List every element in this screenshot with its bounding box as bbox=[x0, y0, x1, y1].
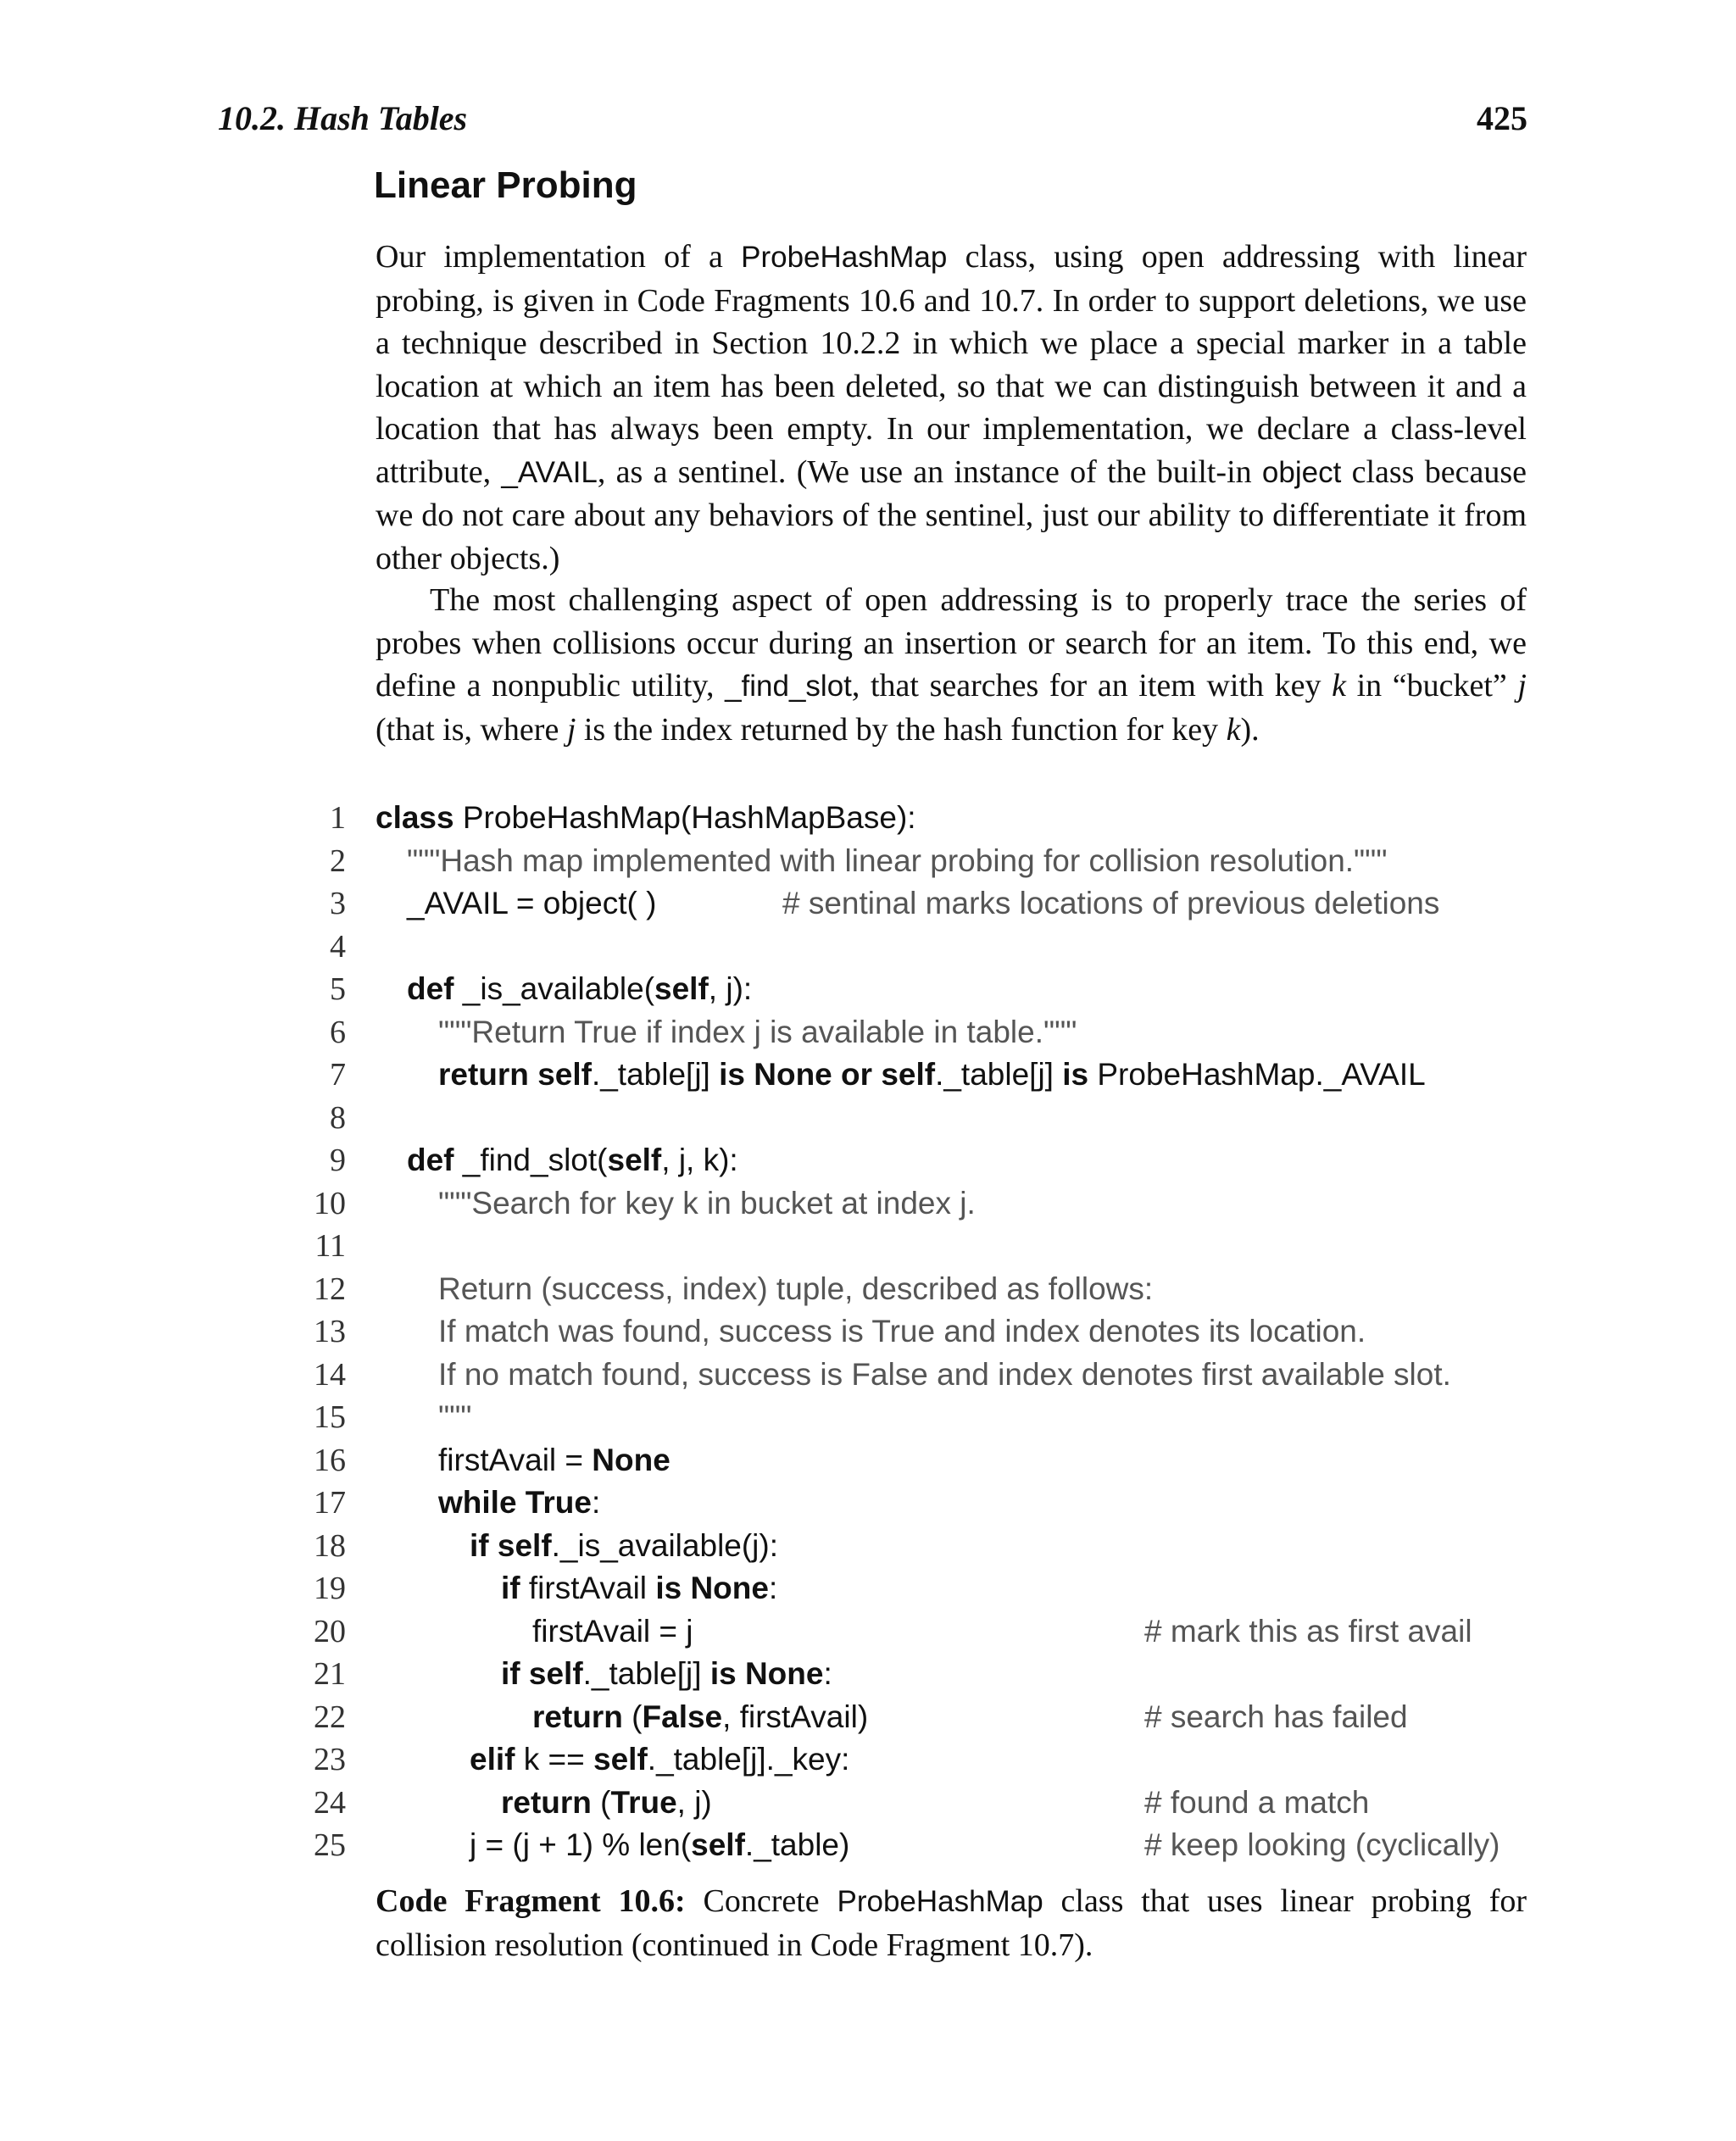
line-number: 13 bbox=[314, 1314, 346, 1349]
code-token: firstAvail bbox=[520, 1571, 656, 1605]
line-number: 19 bbox=[314, 1571, 346, 1606]
body-paragraph bbox=[376, 236, 1527, 580]
code-token bbox=[489, 1528, 498, 1563]
code-text bbox=[438, 1310, 1366, 1354]
line-number: 10 bbox=[314, 1185, 346, 1221]
code-token: _find_slot( bbox=[453, 1143, 608, 1177]
math-variable: k bbox=[1226, 711, 1241, 748]
math-variable: k bbox=[1332, 668, 1346, 703]
code-keyword: if bbox=[501, 1571, 520, 1605]
code-docstring: """Search for key k in bucket at index j. bbox=[438, 1185, 976, 1221]
text-run: is the index returned by the hash function for key bbox=[576, 711, 1227, 748]
code-text bbox=[470, 1738, 849, 1782]
code-line bbox=[0, 1268, 1736, 1311]
code-keyword: if bbox=[501, 1656, 520, 1691]
code-line bbox=[0, 1610, 1736, 1654]
code-keyword: self bbox=[537, 1057, 592, 1092]
line-number: 25 bbox=[314, 1827, 346, 1863]
code-token: : bbox=[823, 1656, 832, 1691]
code-text bbox=[438, 1182, 976, 1226]
body-paragraph bbox=[376, 579, 1527, 751]
line-number: 11 bbox=[314, 1228, 346, 1264]
code-keyword: None bbox=[592, 1442, 670, 1477]
page-number: 425 bbox=[1477, 99, 1527, 137]
code-keyword: return bbox=[532, 1699, 623, 1734]
code-text bbox=[470, 1824, 849, 1867]
line-number: 6 bbox=[330, 1014, 346, 1050]
line-number: 21 bbox=[314, 1656, 346, 1692]
text-run: class because we do not care about any behaviors of the sentinel, just our ability to differentiate it from other objects.) bbox=[376, 453, 1527, 576]
code-text bbox=[438, 1268, 1153, 1311]
text-run: The most challenging aspect of open addressing is to properly trace the series of probes when collisions occur during an insertion or search for an item. To this end, we define a nonpublic utility, bbox=[376, 582, 1527, 703]
code-text bbox=[376, 797, 916, 840]
line-number: 14 bbox=[314, 1356, 346, 1393]
code-line bbox=[0, 1439, 1736, 1482]
line-number: 8 bbox=[330, 1099, 346, 1136]
code-comment: # search has failed bbox=[1144, 1699, 1408, 1734]
text-run: class, using open addressing with linear probing, is given in Code Fragments 10.6 and 10.7. In order to support deletions, we use a technique described in Section 10.2.2 in which we place a special marker in a table location at which an item has been deleted, so that we can distinguish between it and a location that has always been empty. In our implementation, we declare a class-level attribute, bbox=[376, 239, 1527, 490]
code-line bbox=[0, 1182, 1736, 1226]
code-token: ._table[j] bbox=[591, 1057, 720, 1092]
code-term: _AVAIL bbox=[501, 455, 598, 489]
code-line bbox=[0, 1482, 1736, 1525]
code-text bbox=[532, 1696, 868, 1739]
running-head: 10.2. Hash Tables bbox=[218, 99, 468, 137]
code-comment: # sentinal marks locations of previous deletions bbox=[782, 886, 1440, 920]
code-text bbox=[407, 968, 752, 1011]
line-number: 1 bbox=[330, 800, 346, 836]
caption-label: Code Fragment 10.6: bbox=[376, 1883, 686, 1919]
code-token: ._table[j] bbox=[935, 1057, 1063, 1092]
text-run: ). bbox=[1240, 711, 1260, 748]
code-keyword: if bbox=[470, 1527, 489, 1563]
code-token: , firstAvail) bbox=[722, 1699, 869, 1734]
code-keyword: return bbox=[438, 1057, 529, 1092]
code-token: , j) bbox=[676, 1784, 712, 1820]
text-run: , that searches for an item with key bbox=[851, 668, 1333, 703]
code-token: k == bbox=[515, 1742, 594, 1777]
code-docstring: Return (success, index) tuple, described as follows: bbox=[438, 1271, 1154, 1306]
code-text bbox=[438, 1396, 471, 1439]
code-line bbox=[0, 1824, 1736, 1867]
code-line bbox=[0, 1139, 1736, 1182]
code-text bbox=[438, 1054, 1426, 1097]
code-text bbox=[501, 1782, 712, 1825]
code-token bbox=[872, 1057, 881, 1092]
code-line bbox=[0, 1011, 1736, 1054]
code-token: ._table[j]._key: bbox=[647, 1742, 850, 1777]
code-keyword: self bbox=[497, 1527, 552, 1563]
code-text bbox=[438, 1354, 1451, 1397]
code-keyword: self bbox=[881, 1057, 936, 1092]
line-number: 23 bbox=[314, 1742, 346, 1777]
code-text bbox=[407, 840, 1387, 883]
text-run: (that is, where bbox=[376, 711, 567, 748]
math-variable: j bbox=[566, 711, 576, 748]
code-token: ._table) bbox=[744, 1827, 850, 1862]
code-line bbox=[0, 1310, 1736, 1354]
line-number: 22 bbox=[314, 1699, 346, 1735]
code-text bbox=[470, 1525, 778, 1568]
code-docstring: """Hash map implemented with linear probing for collision resolution.""" bbox=[407, 842, 1388, 878]
code-keyword: self bbox=[654, 971, 709, 1006]
code-token: ._table[j] bbox=[582, 1656, 710, 1691]
line-number: 3 bbox=[330, 886, 346, 921]
code-term: ProbeHashMap bbox=[741, 241, 948, 274]
line-number: 18 bbox=[314, 1527, 346, 1564]
code-token: firstAvail = bbox=[438, 1442, 593, 1477]
code-keyword: is None bbox=[655, 1571, 769, 1605]
math-variable: j bbox=[1517, 668, 1527, 703]
code-token: , j): bbox=[708, 971, 753, 1006]
code-docstring: If match was found, success is True and index denotes its location. bbox=[438, 1314, 1366, 1349]
code-keyword: True bbox=[610, 1784, 677, 1820]
text-run: Concrete bbox=[685, 1883, 837, 1919]
line-number: 2 bbox=[330, 842, 346, 879]
code-keyword: is None or bbox=[719, 1057, 873, 1092]
code-text bbox=[407, 882, 656, 926]
code-docstring: If no match found, success is False and index denotes first available slot. bbox=[438, 1356, 1451, 1392]
text-run: in “bucket” bbox=[1345, 668, 1518, 703]
code-token: _is_available( bbox=[453, 971, 655, 1006]
code-line bbox=[0, 1396, 1736, 1439]
line-number: 9 bbox=[330, 1143, 346, 1178]
code-line bbox=[0, 1696, 1736, 1739]
line-number: 20 bbox=[314, 1613, 346, 1649]
code-keyword: self bbox=[528, 1656, 583, 1691]
code-token: firstAvail = j bbox=[532, 1613, 693, 1649]
code-docstring: """ bbox=[438, 1399, 472, 1434]
code-keyword: return bbox=[501, 1784, 592, 1820]
code-line bbox=[0, 797, 1736, 840]
code-token: , j, k): bbox=[661, 1143, 738, 1177]
code-line bbox=[0, 882, 1736, 926]
code-token: _AVAIL = object( ) bbox=[407, 886, 657, 920]
code-keyword: is bbox=[1062, 1057, 1089, 1092]
line-number: 17 bbox=[314, 1485, 346, 1521]
code-text bbox=[501, 1567, 777, 1610]
code-text bbox=[532, 1610, 693, 1654]
code-token: : bbox=[591, 1485, 601, 1520]
code-keyword: def bbox=[407, 971, 454, 1006]
code-keyword: self bbox=[593, 1742, 648, 1777]
code-line bbox=[0, 1567, 1736, 1610]
code-keyword: def bbox=[407, 1143, 454, 1177]
text-run: class that uses linear probing for collision resolution (continued in Code Fragment 10.7). bbox=[376, 1883, 1527, 1963]
text-run: , as a sentinel. (We use an instance of the built-in bbox=[597, 453, 1262, 490]
line-number: 12 bbox=[314, 1271, 346, 1307]
line-number: 15 bbox=[314, 1399, 346, 1435]
code-token: ( bbox=[591, 1784, 611, 1820]
line-number: 4 bbox=[330, 928, 346, 965]
code-keyword: self bbox=[691, 1827, 745, 1862]
line-number: 16 bbox=[314, 1442, 346, 1478]
code-token: ProbeHashMap._AVAIL bbox=[1088, 1057, 1426, 1092]
code-line bbox=[0, 1054, 1736, 1097]
code-comment: # mark this as first avail bbox=[1144, 1613, 1472, 1649]
code-token: : bbox=[768, 1571, 778, 1605]
code-line bbox=[0, 926, 1736, 969]
code-token bbox=[520, 1656, 529, 1691]
code-comment: # keep looking (cyclically) bbox=[1144, 1827, 1500, 1862]
code-token: ProbeHashMap(HashMapBase): bbox=[453, 800, 916, 835]
code-line bbox=[0, 1225, 1736, 1268]
code-line bbox=[0, 968, 1736, 1011]
line-number: 7 bbox=[330, 1057, 346, 1093]
code-term: _find_slot bbox=[725, 670, 852, 703]
code-text bbox=[438, 1011, 1077, 1054]
code-line bbox=[0, 1354, 1736, 1397]
section-title: Linear Probing bbox=[374, 164, 637, 206]
code-keyword: elif bbox=[470, 1742, 515, 1777]
code-token: ( bbox=[622, 1699, 643, 1734]
code-line bbox=[0, 1653, 1736, 1696]
code-token: ._is_available(j): bbox=[551, 1527, 779, 1563]
code-token: j = (j + 1) % len( bbox=[470, 1827, 692, 1862]
code-keyword: False bbox=[642, 1699, 723, 1734]
code-text bbox=[501, 1653, 832, 1696]
code-line bbox=[0, 1782, 1736, 1825]
code-docstring: """Return True if index j is available in table.""" bbox=[438, 1014, 1077, 1049]
code-keyword: while True bbox=[438, 1485, 592, 1520]
line-number: 24 bbox=[314, 1784, 346, 1821]
code-keyword: class bbox=[376, 800, 454, 835]
code-text bbox=[438, 1482, 600, 1525]
figure-caption bbox=[376, 1880, 1527, 1966]
code-token bbox=[529, 1057, 537, 1092]
code-text bbox=[438, 1439, 670, 1482]
code-line bbox=[0, 1738, 1736, 1782]
code-line bbox=[0, 1097, 1736, 1140]
code-term: object bbox=[1261, 455, 1342, 489]
line-number: 5 bbox=[330, 971, 346, 1007]
code-keyword: is None bbox=[709, 1656, 824, 1691]
code-line bbox=[0, 1525, 1736, 1568]
code-comment: # found a match bbox=[1144, 1784, 1370, 1820]
text-run: Our implementation of a bbox=[376, 239, 742, 275]
code-line bbox=[0, 840, 1736, 883]
code-keyword: self bbox=[607, 1143, 662, 1177]
code-term: ProbeHashMap bbox=[837, 1885, 1043, 1918]
code-text bbox=[407, 1139, 738, 1182]
